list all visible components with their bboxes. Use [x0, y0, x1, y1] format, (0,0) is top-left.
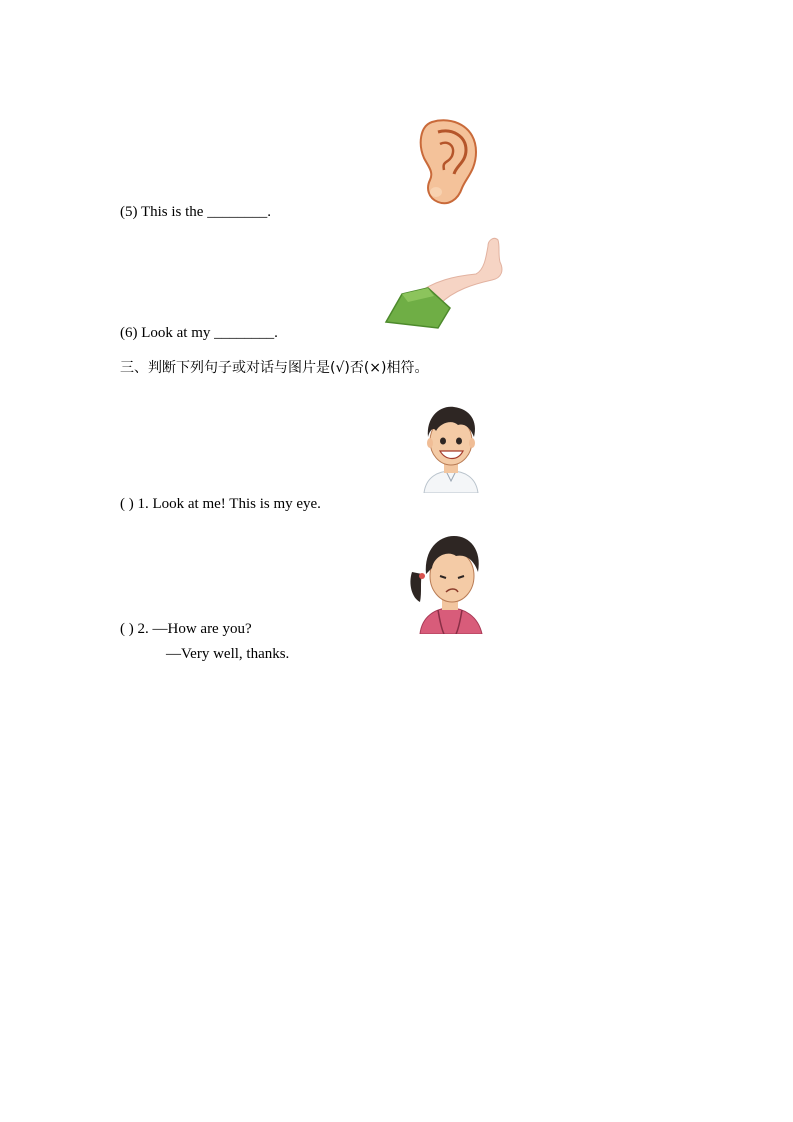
item-2-answer: —Very well, thanks. [166, 646, 290, 662]
question-6: (6) Look at my ________. [120, 325, 278, 341]
section-3-heading: 三、判断下列句子或对话与图片是(√)否(×)相符。 [120, 360, 429, 376]
item-2-question: ( ) 2. —How are you? [120, 621, 252, 637]
girl-image [408, 532, 490, 634]
boy-image [418, 403, 484, 493]
question-5: (5) This is the ________. [120, 204, 271, 220]
leg-image [384, 236, 506, 330]
item-1: ( ) 1. Look at me! This is my eye. [120, 496, 321, 512]
ear-image [418, 118, 480, 206]
